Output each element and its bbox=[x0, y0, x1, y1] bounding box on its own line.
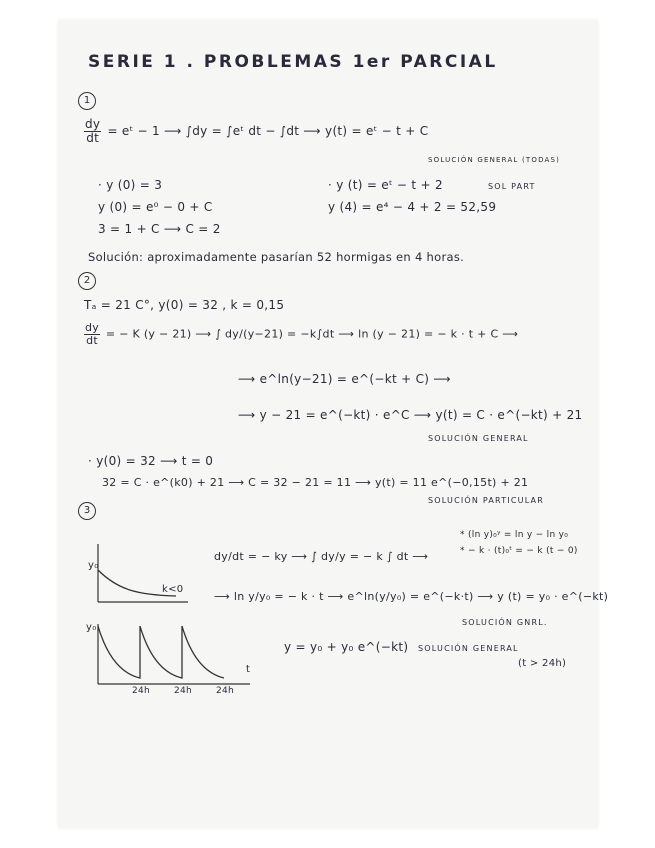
graph-1-k-label: k<0 bbox=[162, 584, 184, 595]
p1-col1-line3: 3 = 1 + C ⟶ C = 2 bbox=[98, 222, 221, 236]
problem-2-equation-3: ⟶ y − 21 = e^(−kt) · e^C ⟶ y(t) = C · e^(−kt) + 21 bbox=[238, 408, 583, 422]
particular-solution-label-2: SOLUCIÓN PARTICULAR bbox=[428, 496, 544, 505]
problem-2-initial-condition: · y(0) = 32 ⟶ t = 0 bbox=[88, 454, 214, 468]
general-solution-label-1: SOLUCIÓN GENERAL (TODAS) bbox=[428, 156, 561, 164]
problem-3-equation-2: ⟶ ln y/y₀ = − k · t ⟶ e^ln(y/y₀) = e^(−k·t) ⟶ y (t) = y₀ · e^(−kt) bbox=[214, 590, 609, 603]
p1-col2-line1: · y (t) = eᵗ − t + 2 bbox=[328, 178, 443, 192]
problem-3-note-2: * − k · (t)₀ᵗ = − k (t − 0) bbox=[460, 546, 578, 556]
p1-col2-line2: y (4) = e⁴ − 4 + 2 = 52,59 bbox=[328, 200, 497, 214]
graph-2-tick-1: 24h bbox=[132, 686, 151, 696]
dy-dt-fraction-2: $\frac{dy}{dt}$ bbox=[85, 321, 100, 348]
graph-1-y0-label: y₀ bbox=[88, 560, 99, 571]
general-solution-label-4: SOLUCIÓN GENERAL bbox=[418, 644, 519, 653]
problem-2-given: Tₐ = 21 C°, y(0) = 32 , k = 0,15 bbox=[84, 298, 285, 312]
problem-3-equation-1: dy/dt = − ky ⟶ ∫ dy/y = − k ∫ dt ⟶ bbox=[214, 550, 429, 563]
problem-1-equation: $\frac{dy}{dt}$ = eᵗ − 1 ⟶ ∫dy = ∫eᵗ dt − ∫dt ⟶ y(t) = eᵗ − t + C bbox=[85, 117, 429, 146]
problem-1-conclusion: Solución: aproximadamente pasarían 52 hormigas en 4 horas. bbox=[88, 250, 465, 264]
particular-solution-label-1: SOL PART bbox=[488, 182, 536, 191]
problem-2-equation-2: ⟶ e^ln(y−21) = e^(−kt + C) ⟶ bbox=[238, 372, 451, 386]
page-title: SERIE 1 . PROBLEMAS 1er PARCIAL bbox=[88, 52, 498, 72]
general-solution-label-2: SOLUCIÓN GENERAL bbox=[428, 434, 529, 443]
problem-3-note-1: * (ln y)₀ʸ = ln y − ln y₀ bbox=[460, 530, 569, 540]
problem-2-particular: 32 = C · e^(k0) + 21 ⟶ C = 32 − 21 = 11 ⟶ y(t) = 11 e^(−0,15t) + 21 bbox=[102, 476, 529, 489]
problem-3-number: 3 bbox=[78, 502, 96, 520]
graph-2-t-label: t bbox=[246, 664, 251, 675]
handwritten-page bbox=[58, 20, 609, 828]
general-solution-label-3: SOLUCIÓN GNRL. bbox=[462, 618, 548, 627]
p1-col1-line1: · y (0) = 3 bbox=[98, 178, 163, 192]
graph-2-tick-2: 24h bbox=[174, 686, 193, 696]
graph-2-y0-label: y₀ bbox=[86, 622, 97, 633]
problem-1-number: 1 bbox=[78, 92, 96, 110]
problem-2-number: 2 bbox=[78, 272, 96, 290]
p1-col1-line2: y (0) = e⁰ − 0 + C bbox=[98, 200, 213, 214]
problem-3-equation-3: y = y₀ + y₀ e^(−kt) bbox=[284, 640, 409, 654]
decay-graph bbox=[88, 540, 198, 610]
problem-2-equation-1: $\frac{dy}{dt}$ = − K (y − 21) ⟶ ∫ dy/(y−21) = −k∫dt ⟶ ln (y − 21) = − k · t + C ⟶ bbox=[85, 321, 519, 348]
graph-2-tick-3: 24h bbox=[216, 686, 235, 696]
dy-dt-fraction: $\frac{dy}{dt}$ bbox=[85, 117, 101, 146]
problem-3-condition: (t > 24h) bbox=[518, 658, 567, 669]
